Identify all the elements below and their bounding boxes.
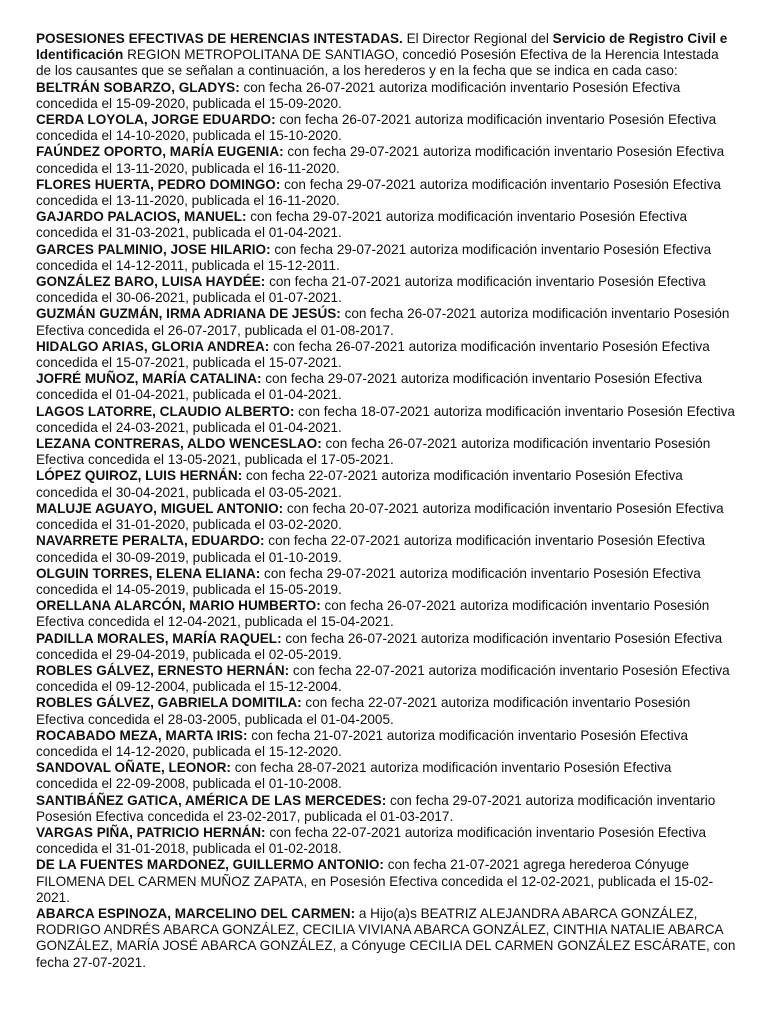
- entry-paragraph: [36, 404, 736, 436]
- decedent-name: NAVARRETE PERALTA, EDUARDO:: [36, 533, 265, 549]
- decedent-name: JOFRÉ MUÑOZ, MARÍA CATALINA:: [36, 371, 262, 387]
- service-name: Servicio de Registro Civil e Identificación: [36, 31, 728, 63]
- decedent-name: HIDALGO ARIAS, GLORIA ANDREA:: [36, 338, 270, 354]
- entry-text: con fecha 29-07-2021 autoriza modificación inventario Posesión Efectiva concedida el 14-05-2019, publicada el 15-05-2019.: [36, 565, 701, 597]
- decedent-name: CERDA LOYOLA, JORGE EDUARDO:: [36, 112, 276, 128]
- entry-text: con fecha 22-07-2021 autoriza modificación inventario Posesión Efectiva concedida el 28-03-2005, publicada el 01-04-2005.: [36, 695, 691, 727]
- entry-paragraph: [36, 631, 736, 663]
- decedent-name: OLGUIN TORRES, ELENA ELIANA:: [36, 565, 261, 581]
- entry-paragraph: [36, 209, 736, 241]
- decedent-name: DE LA FUENTES MARDONEZ, GUILLERMO ANTONIO:: [36, 857, 384, 873]
- entry-paragraph: [36, 533, 736, 565]
- entry-text: con fecha 26-07-2021 autoriza modificación inventario Posesión Efectiva concedida el 15-07-2021, publicada el 15-07-2021.: [36, 338, 710, 371]
- entry-text: con fecha 21-07-2021 autoriza modificación inventario Posesión Efectiva concedida el 30-06-2021, publicada el 01-07-2021.: [36, 274, 706, 306]
- entry-text: con fecha 21-07-2021 autoriza modificación inventario Posesión Efectiva concedida el 14-12-2020, publicada el 15-12-2020.: [36, 727, 689, 759]
- entry-paragraph: [36, 906, 736, 971]
- entry-paragraph: [36, 371, 736, 403]
- entry-text: con fecha 26-07-2021 autoriza modificación inventario Posesión Efectiva concedida el 14-10-2020, publicada el 15-10-2020.: [36, 112, 717, 144]
- entry-text: con fecha 26-07-2021 autoriza modificación inventario Posesión Efectiva concedida el 13-05-2021, publicada el 17-05-2021.: [36, 436, 711, 468]
- entry-paragraph: [36, 80, 736, 112]
- entry-paragraph: [36, 695, 736, 727]
- decedent-name: LÓPEZ QUIROZ, LUIS HERNÁN:: [36, 468, 243, 484]
- entry-text: con fecha 26-07-2021 autoriza modificación inventario Posesión Efectiva concedida el 15-09-2020, publicada el 15-09-2020.: [36, 79, 681, 111]
- entry-paragraph: [36, 760, 736, 792]
- decedent-name: VARGAS PIÑA, PATRICIO HERNÁN:: [36, 824, 266, 840]
- entry-text: a Hijo(a)s BEATRIZ ALEJANDRA ABARCA GONZÁLEZ, RODRIGO ANDRÉS ABARCA GONZÁLEZ, CECILIA VIVIANA ABARCA GONZÁLEZ, CINTHIA NATALIE ABARCA GONZÁLEZ, MARÍA JOSÉ ABARCA GONZÁLEZ, a Cónyuge CECILIA DEL CARMEN GONZÁLEZ ESCÁRATE, con fecha 27-07-2021.: [36, 905, 736, 970]
- entry-text: con fecha 29-07-2021 autoriza modificación inventario Posesión Efectiva concedida el 01-04-2021, publicada el 01-04-2021.: [36, 371, 703, 403]
- entry-paragraph: [36, 339, 736, 371]
- decedent-name: GARCES PALMINIO, JOSE HILARIO:: [36, 241, 271, 257]
- entry-text: con fecha 26-07-2021 autoriza modificación inventario Posesión Efectiva concedida el 29-04-2019, publicada el 02-05-2019.: [36, 630, 723, 662]
- entry-paragraph: [36, 857, 736, 906]
- entry-text: con fecha 22-07-2021 autoriza modificación inventario Posesión Efectiva concedida el 30-09-2019, publicada el 01-10-2019.: [36, 533, 706, 565]
- entry-paragraph: [36, 112, 736, 144]
- intro-text-b: REGION METROPOLITANA DE SANTIAGO, concedió Posesión Efectiva de la Herencia Intestada de los causantes que se señalan a continuación, a los herederos y en la fecha que se indica en cada caso:: [36, 47, 719, 79]
- entry-text: con fecha 29-07-2021 autoriza modificación inventario Posesión Efectiva concedida el 31-03-2021, publicada el 01-04-2021.: [36, 209, 688, 241]
- entry-paragraph: [36, 728, 736, 760]
- entry-paragraph: [36, 501, 736, 533]
- entry-paragraph: [36, 242, 736, 274]
- entry-text: con fecha 29-07-2021 autoriza modificación inventario Posesión Efectiva concedida el 13-11-2020, publicada el 16-11-2020.: [36, 176, 721, 209]
- decedent-name: GUZMÁN GUZMÁN, IRMA ADRIANA DE JESÚS:: [36, 306, 341, 322]
- entry-text: con fecha 18-07-2021 autoriza modificación inventario Posesión Efectiva concedida el 24-03-2021, publicada el 01-04-2021.: [36, 403, 735, 435]
- entry-text: con fecha 29-07-2021 autoriza modificación inventario Posesión Efectiva concedida el 23-02-2017, publicada el 01-03-2017.: [36, 792, 716, 824]
- intro-paragraph: [36, 31, 736, 80]
- decedent-name: LEZANA CONTRERAS, ALDO WENCESLAO:: [36, 436, 322, 452]
- decedent-name: BELTRÁN SOBARZO, GLADYS:: [36, 79, 240, 95]
- decedent-name: FLORES HUERTA, PEDRO DOMINGO:: [36, 176, 281, 192]
- entry-text: con fecha 22-07-2021 autoriza modificación inventario Posesión Efectiva concedida el 30-04-2021, publicada el 03-05-2021.: [36, 468, 683, 500]
- entry-paragraph: [36, 177, 736, 209]
- entry-paragraph: [36, 468, 736, 500]
- decedent-name: ROBLES GÁLVEZ, ERNESTO HERNÁN:: [36, 662, 290, 678]
- entry-text: con fecha 29-07-2021 autoriza modificación inventario Posesión Efectiva concedida el 13-11-2020, publicada el 16-11-2020.: [36, 144, 725, 176]
- decedent-name: MALUJE AGUAYO, MIGUEL ANTONIO:: [36, 500, 284, 516]
- entry-text: con fecha 21-07-2021 agrega herederoa Cónyuge FILOMENA DEL CARMEN MUÑOZ ZAPATA, en Posesión Efectiva concedida el 12-02-2021, publicada el 15-02-2021.: [36, 857, 714, 905]
- entry-text: con fecha 28-07-2021 autoriza modificación inventario Posesión Efectiva concedida el 22-09-2008, publicada el 01-10-2008.: [36, 760, 672, 792]
- notice-title: POSESIONES EFECTIVAS DE HERENCIAS INTESTADAS.: [36, 31, 403, 46]
- entry-paragraph: [36, 598, 736, 630]
- decedent-name: SANTIBÁÑEZ GATICA, AMÉRICA DE LAS MERCEDES:: [36, 792, 387, 808]
- entry-paragraph: [36, 436, 736, 468]
- entry-text: con fecha 22-07-2021 autoriza modificación inventario Posesión Efectiva concedida el 31-01-2018, publicada el 01-02-2018.: [36, 824, 707, 857]
- entry-paragraph: [36, 793, 736, 825]
- entry-paragraph: [36, 306, 736, 338]
- decedent-name: LAGOS LATORRE, CLAUDIO ALBERTO:: [36, 403, 295, 419]
- decedent-name: GONZÁLEZ BARO, LUISA HAYDÉE:: [36, 274, 266, 290]
- decedent-name: ABARCA ESPINOZA, MARCELINO DEL CARMEN:: [36, 905, 356, 921]
- entry-text: con fecha 22-07-2021 autoriza modificación inventario Posesión Efectiva concedida el 09-12-2004, publicada el 15-12-2004.: [36, 662, 730, 695]
- entry-text: con fecha 29-07-2021 autoriza modificación inventario Posesión Efectiva concedida el 14-12-2011, publicada el 15-12-2011.: [36, 241, 712, 273]
- entry-text: con fecha 26-07-2021 autoriza modificación inventario Posesión Efectiva concedida el 12-04-2021, publicada el 15-04-2021.: [36, 598, 710, 630]
- entry-paragraph: [36, 274, 736, 306]
- decedent-name: FAÚNDEZ OPORTO, MARÍA EUGENIA:: [36, 144, 284, 160]
- decedent-name: ORELLANA ALARCÓN, MARIO HUMBERTO:: [36, 598, 321, 614]
- decedent-name: PADILLA MORALES, MARÍA RAQUEL:: [36, 630, 282, 646]
- decedent-name: ROBLES GÁLVEZ, GABRIELA DOMITILA:: [36, 695, 302, 711]
- notice-document: [36, 31, 736, 971]
- decedent-name: SANDOVAL OÑATE, LEONOR:: [36, 760, 231, 776]
- decedent-name: GAJARDO PALACIOS, MANUEL:: [36, 209, 247, 225]
- entry-paragraph: [36, 566, 736, 598]
- intro-text-a: El Director Regional del: [402, 31, 553, 46]
- entry-paragraph: [36, 144, 736, 176]
- entry-text: con fecha 20-07-2021 autoriza modificación inventario Posesión Efectiva concedida el 31-01-2020, publicada el 03-02-2020.: [36, 500, 724, 533]
- decedent-name: ROCABADO MEZA, MARTA IRIS:: [36, 727, 248, 743]
- entry-paragraph: [36, 825, 736, 857]
- entry-paragraph: [36, 663, 736, 695]
- entry-text: con fecha 26-07-2021 autoriza modificación inventario Posesión Efectiva concedida el 26-07-2017, publicada el 01-08-2017.: [36, 306, 730, 338]
